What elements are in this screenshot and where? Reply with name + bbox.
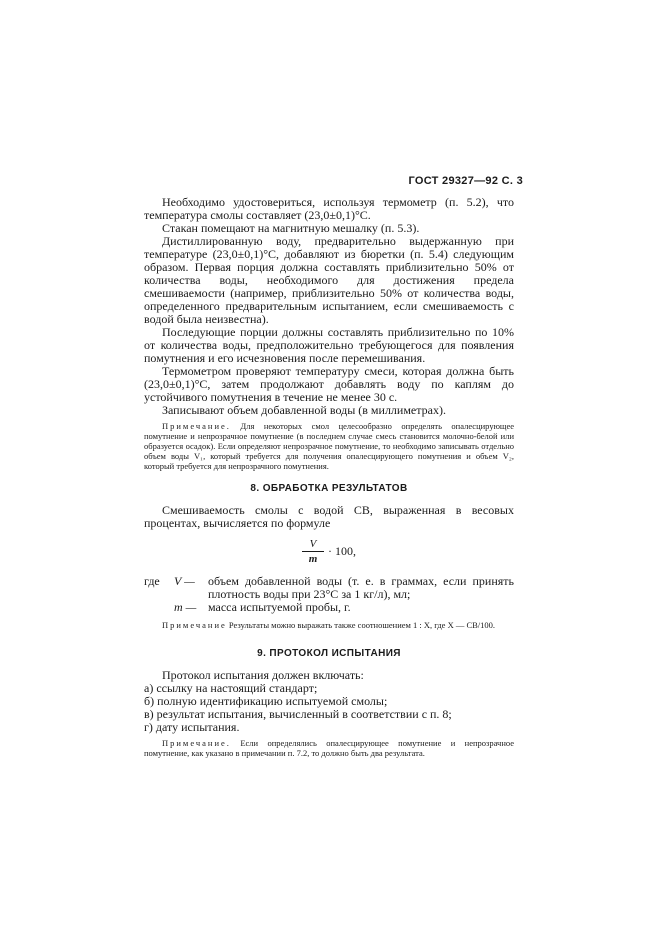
document-body: [144, 196, 514, 758]
note: [144, 620, 514, 630]
list-item: г) дату испытания.: [144, 720, 240, 734]
note-text: Результаты можно выражать также соотношением 1 : X, где X — СВ/100.: [228, 620, 496, 630]
paragraph: Необходимо удостовериться, используя термометр (п. 5.2), что температура смолы составляет (23,0±0,1)°С.: [144, 195, 514, 222]
fraction-denominator: m: [308, 553, 318, 565]
definition-lead: [144, 601, 174, 614]
definition-row: [144, 575, 514, 601]
paragraph: Смешиваемость смолы с водой СВ, выраженная в весовых процентах, вычисляется по формуле: [144, 503, 514, 530]
note-label: Примечание: [162, 620, 227, 630]
list-item: в) результат испытания, вычисленный в соответствии с п. 8;: [144, 707, 452, 721]
formula: [144, 538, 514, 565]
note-text: Для некоторых смол целесообразно определять опалесцирующее помутнение и непрозрачное помутнение (в последнем случае смесь становится молочно-белой или образуется осадок). Если определяют непрозрачное помутнение, то необходимо записывать отдельно объем воды V₁, который требуется для получения опалесцирующего помутнения и объем V₂, который требуется для непрозрачного помутнения.: [144, 421, 515, 471]
fraction: [302, 538, 324, 565]
note: [144, 421, 514, 471]
note-label: Примечание.: [162, 738, 231, 748]
note-text: Если определялись опалесцирующее помутнение и непрозрачное помутнение, как указано в примечании п. 7.2, то должно быть два результата.: [144, 738, 515, 758]
list-item: а) ссылку на настоящий стандарт;: [144, 681, 318, 695]
definition-text: масса испытуемой пробы, г.: [208, 600, 351, 614]
fraction-numerator: V: [309, 538, 317, 550]
note: [144, 738, 514, 758]
formula-rest: · 100,: [328, 544, 356, 558]
definition-text: объем добавленной воды (т. е. в граммах, если принять плотность воды при 23°С за 1 кг/л), мл;: [208, 574, 514, 601]
paragraph: Термометром проверяют температуру смеси, которая должна быть (23,0±0,1)°С, затем продолжают добавлять воду по каплям до устойчивого помутнения в течение не менее 30 с.: [144, 364, 514, 404]
definitions: [144, 575, 514, 614]
paragraph: Дистиллированную воду, предварительно выдержанную при температуре (23,0±0,1)°С, добавляют из бюретки (п. 5.4) следующим образом. Первая порция должна составлять приблизительно 50% от количества воды, необходимого для достижения предела смешиваемости (например, приблизительно 50% от количества воды, определенного предварительным испытанием, если смешиваемость с водой была неизвестна).: [144, 234, 514, 326]
paragraph: Последующие порции должны составлять приблизительно по 10% от количества воды, предположительно требующегося для появления помутнения и его исчезновения после перемешивания.: [144, 325, 514, 365]
list-item: б) полную идентификацию испытуемой смолы;: [144, 694, 388, 708]
section-title: 9. ПРОТОКОЛ ИСПЫТАНИЯ: [257, 648, 401, 659]
definition-symbol: V —: [174, 574, 195, 588]
paragraph: Стакан помещают на магнитную мешалку (п. 5.3).: [162, 221, 420, 235]
definition-row: [144, 601, 514, 614]
definition-lead: где: [144, 574, 160, 588]
page-header: ГОСТ 29327—92 С. 3: [408, 175, 523, 187]
definition-symbol: m —: [174, 600, 197, 614]
note-label: Примечание.: [162, 421, 231, 431]
paragraph: Записывают объем добавленной воды (в миллиметрах).: [162, 403, 446, 417]
paragraph: Протокол испытания должен включать:: [162, 668, 364, 682]
section-title: 8. ОБРАБОТКА РЕЗУЛЬТАТОВ: [250, 483, 408, 494]
